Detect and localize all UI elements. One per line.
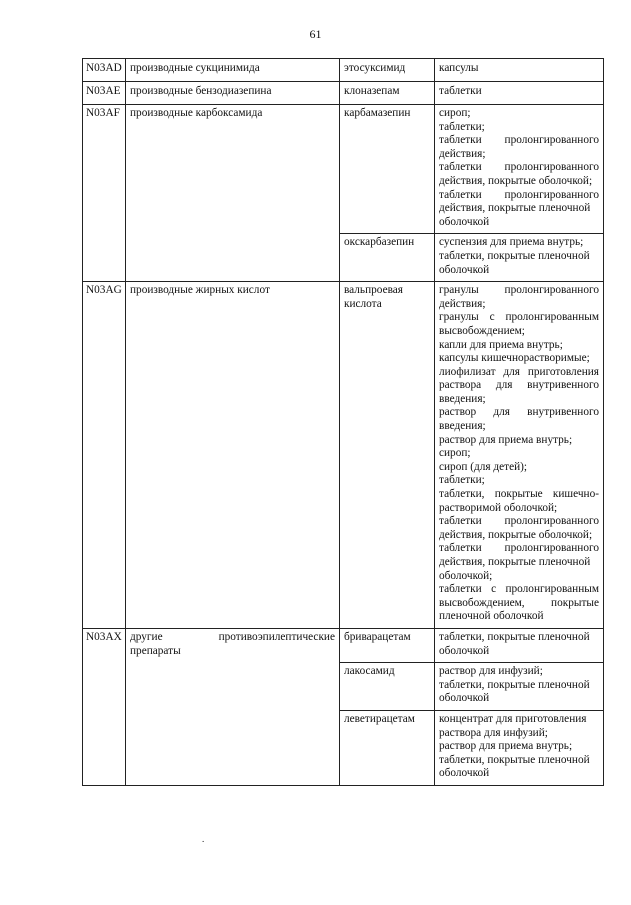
- dosage-form-line: раствора для внутривенного: [439, 379, 599, 392]
- dosage-form-line: действия, покрытые пленочной: [439, 202, 591, 215]
- drug-cell: карбамазепин: [340, 105, 435, 234]
- dosage-form-line: раствор для приема внутрь;: [439, 740, 573, 753]
- stray-mark: .: [202, 834, 205, 844]
- dosage-form-line: таблетки, покрытые пленочной: [439, 630, 590, 643]
- dosage-form-line: высвобождением, покрытые: [439, 596, 599, 609]
- group-cell: производные карбоксамида: [126, 105, 340, 282]
- dosage-form-line: действия;: [439, 297, 486, 310]
- dosage-form-line: таблетки, покрытые кишечно-: [439, 488, 599, 501]
- group-cell: другие противоэпилептические препараты: [126, 628, 340, 785]
- drug-cell: вальпроевая кислота: [340, 282, 435, 629]
- dosage-forms-cell: [435, 710, 604, 785]
- dosage-form-line: суспензия для приема внутрь;: [439, 236, 584, 249]
- atc-code-cell: N03AD: [83, 59, 126, 82]
- dosage-form-line: оболочкой: [439, 692, 490, 705]
- drug-cell: бриварацетам: [340, 628, 435, 662]
- dosage-form-line: действия, покрытые оболочкой;: [439, 174, 593, 187]
- dosage-form-line: капли для приема внутрь;: [439, 338, 563, 351]
- table-row: [83, 82, 604, 105]
- dosage-form-line: действия, покрытые оболочкой;: [439, 528, 593, 541]
- atc-code-cell: N03AF: [83, 105, 126, 282]
- dosage-form-line: концентрат для приготовления: [439, 712, 587, 725]
- dosage-form-line: высвобождением;: [439, 324, 525, 337]
- dosage-form-line: таблетки, покрытые пленочной: [439, 678, 590, 691]
- drug-cell: клоназепам: [340, 82, 435, 105]
- dosage-forms-cell: [435, 82, 604, 105]
- drug-cell: окскарбазепин: [340, 234, 435, 282]
- dosage-form-line: сироп;: [439, 447, 471, 460]
- page-number: 61: [309, 27, 322, 41]
- dosage-form-line: оболочкой: [439, 263, 490, 276]
- dosage-form-line: таблетки;: [439, 120, 485, 133]
- dosage-form-line: оболочкой: [439, 644, 490, 657]
- dosage-form-line: таблетки пролонгированного: [439, 515, 599, 528]
- dosage-form-line: действия;: [439, 147, 486, 160]
- drug-cell: лакосамид: [340, 663, 435, 711]
- dosage-form-line: таблетки пролонгированного: [439, 542, 599, 555]
- dosage-form-line: лиофилизат для приготовления: [439, 365, 599, 378]
- dosage-form-line: раствора для инфузий;: [439, 726, 548, 739]
- dosage-form-line: таблетки пролонгированного: [439, 161, 599, 174]
- group-cell: производные жирных кислот: [126, 282, 340, 629]
- dosage-forms-cell: [435, 628, 604, 662]
- dosage-form-line: гранулы пролонгированного: [439, 284, 599, 297]
- dosage-forms-cell: [435, 234, 604, 282]
- table-row: [83, 59, 604, 82]
- drug-cell: этосуксимид: [340, 59, 435, 82]
- dosage-form-line: раствор для внутривенного: [439, 406, 599, 419]
- atc-code-cell: N03AE: [83, 82, 126, 105]
- dosage-form-line: оболочкой;: [439, 569, 493, 582]
- dosage-form-line: действия, покрытые пленочной: [439, 556, 591, 568]
- dosage-form-line: таблетки, покрытые пленочной: [439, 249, 590, 262]
- dosage-form-line: капсулы: [439, 62, 479, 74]
- dosage-forms-cell: [435, 282, 604, 629]
- dosage-form-line: гранулы с пролонгированным: [439, 311, 599, 324]
- atc-code-cell: N03AG: [83, 282, 126, 629]
- dosage-form-line: раствор для приема внутрь;: [439, 433, 573, 446]
- dosage-forms-cell: [435, 59, 604, 82]
- dosage-form-line: таблетки с пролонгированным: [439, 583, 599, 596]
- dosage-form-line: сироп;: [439, 107, 471, 119]
- dosage-form-line: растворимой оболочкой;: [439, 501, 558, 514]
- dosage-form-line: раствор для инфузий;: [439, 665, 543, 678]
- table-row: [83, 282, 604, 629]
- dosage-form-line: пленочной оболочкой: [439, 610, 544, 623]
- atc-code-cell: N03AX: [83, 628, 126, 785]
- group-cell: производные сукцинимида: [126, 59, 340, 82]
- dosage-form-line: таблетки пролонгированного: [439, 188, 599, 201]
- dosage-forms-cell: [435, 663, 604, 711]
- dosage-form-line: таблетки, покрытые пленочной: [439, 753, 590, 766]
- group-cell: производные бензодиазепина: [126, 82, 340, 105]
- table-row: [83, 105, 604, 234]
- dosage-form-line: оболочкой: [439, 215, 490, 228]
- table-row: [83, 628, 604, 662]
- dosage-form-line: оболочкой: [439, 767, 490, 780]
- dosage-forms-cell: [435, 105, 604, 234]
- dosage-form-line: таблетки: [439, 85, 482, 97]
- dosage-form-line: капсулы кишечнорастворимые;: [439, 352, 590, 365]
- dosage-form-line: введения;: [439, 420, 486, 433]
- dosage-form-line: таблетки;: [439, 474, 485, 487]
- drug-list-table: [82, 58, 604, 786]
- dosage-form-line: сироп (для детей);: [439, 460, 528, 473]
- drug-cell: леветирацетам: [340, 710, 435, 785]
- dosage-form-line: таблетки пролонгированного: [439, 134, 599, 147]
- dosage-form-line: введения;: [439, 392, 486, 405]
